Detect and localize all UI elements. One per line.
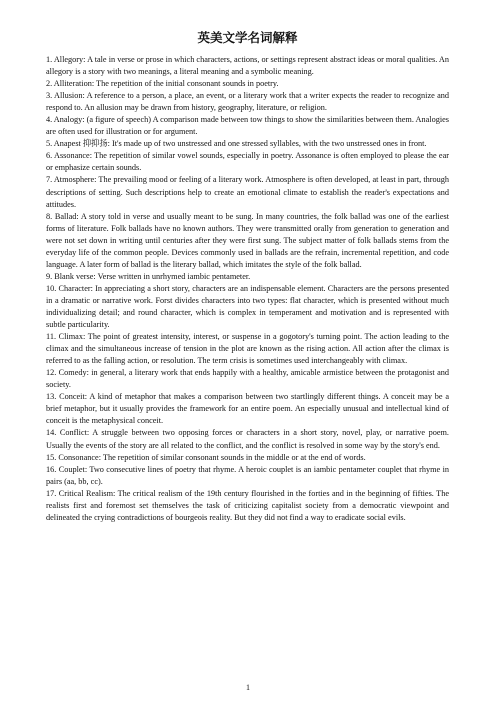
glossary-entry: 5. Anapest 抑抑扬: It's made up of two unstressed and one stressed syllables, with the two unstressed ones in front. [46,139,427,149]
glossary-entry: 7. Atmosphere: The prevailing mood or feeling of a literary work. Atmosphere is often developed, at least in part, through descriptions of setting. Such descriptions help to create an emotional climate to establish the reader's expectations and attitudes. [46,175,449,209]
glossary-entry: 2. Alliteration: The repetition of the initial consonant sounds in poetry. [46,79,279,89]
glossary-entry: 14. Conflict: A struggle between two opposing forces or characters in a short story, novel, play, or narrative poem. Usually the events of the story are all related to the conflict, and the conflict is resolved in some way by the story's end. [46,428,449,450]
glossary-entry: 1. Allegory: A tale in verse or prose in which characters, actions, or settings represent abstract ideas or moral qualities. An allegory is a story with two meanings, a literal meaning and a symbolic meaning. [46,55,449,77]
glossary-entry: 15. Consonance: The repetition of similar consonant sounds in the middle or at the end of words. [46,452,366,462]
glossary-entry: 10. Character: In appreciating a short story, characters are an indispensable element. Characters are the persons presented in a dramatic or narrative work. Forst divides characters into two types: flat character, which is presented without much individualizing detail; and round character, which is complex in temperament and motivation and is represented with subtle particularity. [46,283,449,330]
page-number: 1 [246,683,250,692]
glossary-entry: 3. Allusion: A reference to a person, a place, an event, or a literary work that a writer expects the reader to recognize and respond to. An allusion may be drawn from history, geography, literature, or religion. [46,91,449,113]
glossary-entry: 9. Blank verse: Verse written in unrhymed iambic pentameter. [46,271,251,281]
glossary-entries [46,54,449,524]
glossary-entry: 4. Analogy: (a figure of speech) A comparison made between tow things to show the similarities between them. Analogies are often used for illustration or for argument. [46,115,449,137]
glossary-entry: 16. Couplet: Two consecutive lines of poetry that rhyme. A heroic couplet is an iambic pentameter couplet that rhyme in pairs (aa, bb, cc). [46,464,449,486]
glossary-entry: 6. Assonance: The repetition of similar vowel sounds, especially in poetry. Assonance is often employed to please the ear or emphasize certain sounds. [46,151,449,173]
glossary-entry: 12. Comedy: in general, a literary work that ends happily with a healthy, amicable armistice between the protagonist and society. [46,368,449,390]
glossary-entry: 13. Conceit: A kind of metaphor that makes a comparison between two startlingly different things. A conceit may be a brief metaphor, but it usually provides the framework for an entire poem. An especially unusual and intellectual kind of conceit is the metaphysical conceit. [46,392,449,426]
glossary-entry: 11. Climax: The point of greatest intensity, interest, or suspense in a gogotory's turning point. The action leading to the climax and the simultaneous increase of tension in the plot are known as the rising action. All action after the climax is referred to as the falling action, or resolution. The term crisis is sometimes used interchangeably with climax. [46,332,449,366]
glossary-entry: 17. Critical Realism: The critical realism of the 19th century flourished in the forties and in the beginning of fifties. The realists first and foremost set themselves the task of criticizing capitalist society from a democratic viewpoint and delineated the crying contradictions of bourgeois reality. But they did not find a way to eradicate social evils. [46,488,449,522]
glossary-entry: 8. Ballad: A story told in verse and usually meant to be sung. In many countries, the folk ballad was one of the earliest forms of literature. Folk ballads have no known authors. They were transmitted orally from generation to generation and were not set down in writing until centuries after they were first sung. The subject matter of folk ballads stems from the everyday life of the common people. Devices commonly used in ballads are the refrain, incremental repetition, and code language. A later form of ballad is the literary ballad, which imitates the style of the folk ballad. [46,211,449,269]
document-title: 英美文学名词解释 [197,30,298,45]
